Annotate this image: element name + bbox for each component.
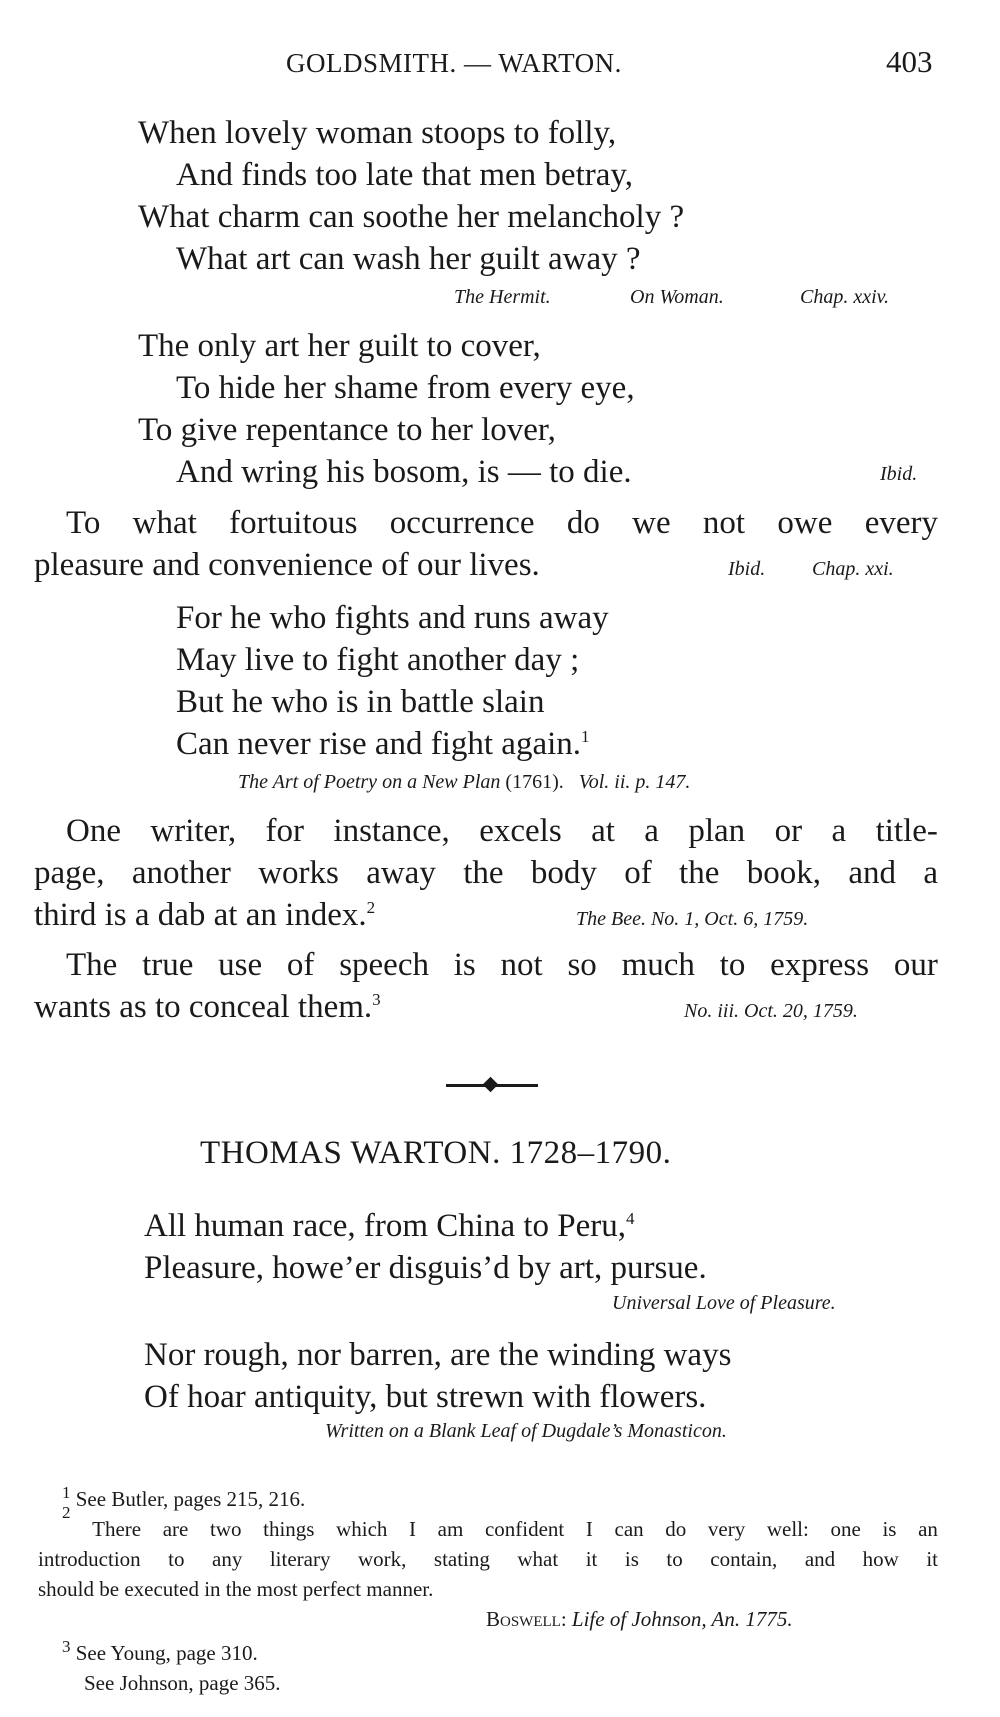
word: plan [688,813,746,849]
citation-c: Chap. xxiv. [800,286,890,308]
word: true [142,947,194,983]
word: book, [746,855,821,891]
word: not [500,947,543,983]
word: for [265,813,305,849]
word: body [530,855,597,891]
word: how [862,1547,899,1571]
footnote-1: $^1$ See Butler, pages 215, 216. [62,1483,306,1511]
word: of [624,855,652,891]
word: is [453,947,476,983]
prose-line: pleasure and convenience of our lives. [34,547,540,583]
prose-line [66,502,938,544]
footnote-2-source: Boswell: Life of Johnson, An. 1775. [486,1607,793,1631]
word: to [719,947,746,983]
word: am [437,1517,464,1541]
footnote-2-continued: should be executed in the most perfect manner. [38,1577,434,1601]
section-title: THOMAS WARTON. 1728–1790. [200,1135,672,1171]
citation-chapter: Chap. xxi. [812,558,894,580]
word: fortuitous [229,505,358,541]
word: our [893,947,938,983]
verse-line: What art can wash her guilt away ? [176,241,641,277]
citation-ibid: Ibid. [880,463,918,485]
word: There [92,1517,142,1541]
word: express [770,947,870,983]
word: and [804,1547,836,1571]
word: we [632,505,671,541]
citation-dugdale: Written on a Blank Leaf of Dugdale’s Monasticon. [325,1420,727,1442]
word: are [162,1517,189,1541]
running-title: GOLDSMITH. — WARTON. [286,48,622,78]
prose-line [34,852,938,894]
word: I [585,1517,593,1541]
prose-line [66,810,938,852]
word: away [366,855,436,891]
citation-universal-love: Universal Love of Pleasure. [612,1292,836,1314]
word: stating [433,1547,490,1571]
word: introduction [38,1547,141,1571]
verse-line: Can never rise and fight again.$^1$ [176,726,590,762]
word: contain, [710,1547,778,1571]
footnote-ref: 1 [581,727,590,746]
citation-a: The Hermit. [454,286,551,308]
word: title- [875,813,938,849]
word: work, [357,1547,407,1571]
word: to [666,1547,683,1571]
citation-ibid: Ibid. [728,558,766,580]
footnote-ref: 2 [366,898,376,917]
prose-line: third is a dab at an index.$^2$ [34,897,376,933]
word: writer, [150,813,237,849]
verse-line: The only art her guilt to cover, [138,328,541,364]
word: a [831,813,847,849]
prose-line: wants as to conceal them.$^3$ [34,989,381,1025]
verse-line: When lovely woman stoops to folly, [138,115,617,151]
citation-the-bee: The Bee. No. 1, Oct. 6, 1759. [576,908,809,930]
verse-line: Nor rough, nor barren, are the winding ways [144,1337,732,1373]
page-number: 403 [886,44,933,79]
verse-line: Of hoar antiquity, but strewn with flowers. [144,1379,707,1415]
word: which [336,1517,388,1541]
word: what [132,505,197,541]
verse-line: What charm can soothe her melancholy ? [138,199,685,235]
verse-line: To hide her shame from every eye, [176,370,635,406]
word: owe [777,505,833,541]
word: it [926,1547,938,1571]
word: to [168,1547,185,1571]
word: confident [484,1517,565,1541]
word: occurrence [389,505,535,541]
footnote-2 [62,1503,938,1545]
word: every [864,505,938,541]
word: so [567,947,597,983]
word: an [918,1517,938,1541]
word: very [707,1517,746,1541]
word: I [409,1517,417,1541]
word: speech [339,947,429,983]
word: do [665,1517,687,1541]
word: page, [34,855,105,891]
word: not [702,505,746,541]
word: any [212,1547,243,1571]
word: well: [766,1517,809,1541]
footnote-ref: 4 [626,1209,635,1228]
word: a [923,855,938,891]
word: much [621,947,695,983]
word: the [463,855,504,891]
word: use [218,947,263,983]
citation-the-bee-iii: No. iii. Oct. 20, 1759. [684,1000,858,1022]
word: To [66,505,101,541]
divider-ornament [483,1077,499,1093]
word: the [679,855,720,891]
word: two [209,1517,242,1541]
prose-line [66,944,938,986]
footnote-3: $^3$ See Young, page 310. [62,1637,258,1665]
word: can [614,1517,644,1541]
word: instance, [333,813,450,849]
verse-line: For he who fights and runs away [176,600,609,636]
word: The [66,947,118,983]
word: one [830,1517,861,1541]
word: of [286,947,315,983]
word: works [258,855,339,891]
word: it [585,1547,598,1571]
word: or [774,813,803,849]
footnote-4: See Johnson, page 365. [84,1671,281,1695]
word: another [131,855,231,891]
word: things [263,1517,315,1541]
word: a [644,813,659,849]
word: and [848,855,896,891]
word: literary [269,1547,331,1571]
verse-line: All human race, from China to Peru,$^4$ [144,1208,635,1244]
verse-line: Pleasure, howe’er disguis’d by art, pursue. [144,1250,707,1286]
word: what [517,1547,559,1571]
word: do [566,505,600,541]
citation-b: On Woman. [630,286,724,308]
verse-line: But he who is in battle slain [176,684,545,720]
word: excels [479,813,562,849]
verse-line: And finds too late that men betray, [176,157,633,193]
verse-line: And wring his bosom, is — to die. [176,454,632,490]
word: One [66,813,121,849]
word: is [624,1547,639,1571]
word: at [591,813,615,849]
footnote-2-continued [38,1543,938,1575]
footnote-ref: 3 [372,990,381,1009]
word: is [882,1517,897,1541]
citation-art-of-poetry: The Art of Poetry on a New Plan (1761). Vol. ii. p. 147. [238,771,691,793]
verse-line: To give repentance to her lover, [138,412,556,448]
verse-line: May live to fight another day ; [176,642,580,678]
footnote-mark: 2 [62,1503,71,1522]
